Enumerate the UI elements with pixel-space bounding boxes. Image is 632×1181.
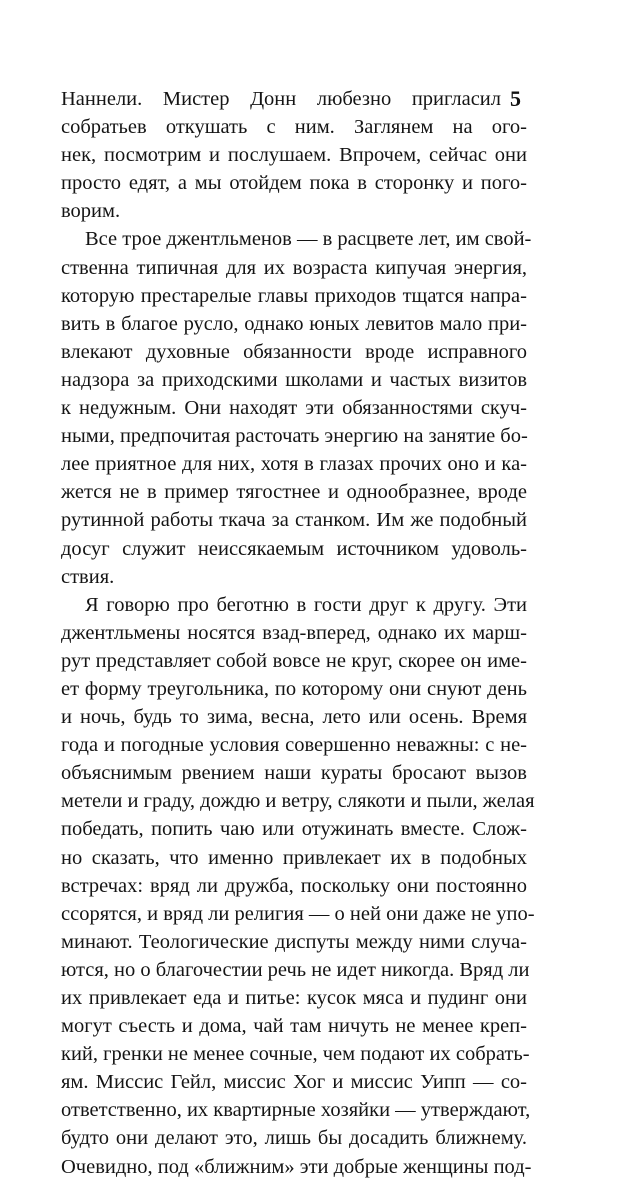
text-line: которую престарелые главы приходов тщатся напра- <box>61 284 527 307</box>
text-line: кий, гренки не менее сочные, чем подают их собрать- <box>61 1043 530 1066</box>
text-line: метели и граду, дождю и ветру, слякоти и пыли, желая <box>61 790 535 813</box>
text-line: жется не в пример тягостнее и однообразнее, вроде <box>61 481 527 504</box>
text-line: ответственно, их квартирные хозяйки — утверждают, <box>61 1099 531 1122</box>
text-line: просто едят, а мы отойдем пока в сторонку и пого- <box>61 172 527 195</box>
text-line: будто они делают это, лишь бы досадить ближнему. <box>61 1127 527 1150</box>
text-line: рут представляет собой вовсе не круг, скорее он име- <box>61 649 527 672</box>
text-line: к недужным. Они находят эти обязанностями скуч- <box>61 397 527 420</box>
text-line: ворим. <box>61 200 121 223</box>
text-line: ственна типичная для их возраста кипучая энергия, <box>61 256 527 279</box>
text-line: минают. Теологические диспуты между ними случа- <box>61 930 527 953</box>
text-line: Очевидно, под «ближним» эти добрые женщины под- <box>61 1155 532 1178</box>
body-text <box>61 85 535 1181</box>
text-line: лее приятное для них, хотя в глазах прочих оно и ка- <box>61 453 527 476</box>
text-line: года и погодные условия совершенно неважны: с не- <box>61 734 527 757</box>
text-line: досуг служит неиссякаемым источником удоволь- <box>61 537 527 560</box>
text-line: Все трое джентльменов — в расцвете лет, им свой- <box>85 228 532 251</box>
text-line: но сказать, что именно привлекает их в подобных <box>61 846 527 869</box>
text-line: ям. Миссис Гейл, миссис Хог и миссис Уипп — со- <box>61 1071 527 1094</box>
text-line: Я говорю про беготню в гости друг к другу. Эти <box>85 593 527 616</box>
text-line: вить в благое русло, однако юных левитов мало при- <box>61 312 527 335</box>
text-line: Наннели. Мистер Донн любезно пригласил <box>61 88 501 110</box>
text-line: джентльмены носятся взад-вперед, однако их марш- <box>61 621 527 644</box>
text-line: собратьев откушать с ним. Заглянем на ого- <box>61 116 527 139</box>
text-line: ет форму треугольника, по которому они снуют день <box>61 677 527 700</box>
text-line: рутинной работы ткача за станком. Им же подобный <box>61 509 527 532</box>
text-line: могут съесть и дома, чай там ничуть не менее креп- <box>61 1015 527 1038</box>
text-line: нек, посмотрим и послушаем. Впрочем, сейчас они <box>61 144 527 167</box>
page-number: 5 <box>510 86 521 111</box>
text-line: ссорятся, и вряд ли религия — о ней они даже не упо- <box>61 902 535 925</box>
text-line: их привлекает еда и питье: кусок мяса и пудинг они <box>61 987 527 1009</box>
text-line: объяснимым рвением наши кураты бросают вызов <box>61 762 527 785</box>
text-line: победать, попить чаю или отужинать вместе. Слож- <box>61 818 527 841</box>
text-line: встречах: вряд ли дружба, поскольку они постоянно <box>61 874 527 897</box>
text-line: влекают духовные обязанности вроде исправного <box>61 340 527 363</box>
text-line: ными, предпочитая расточать энергию на занятие бо- <box>61 425 528 448</box>
text-line: надзора за приходскими школами и частых визитов <box>61 368 527 391</box>
text-line: и ночь, будь то зима, весна, лето или осень. Время <box>61 706 527 729</box>
text-line: ствия. <box>61 565 115 588</box>
text-line: ются, но о благочестии речь не идет никогда. Вряд ли <box>61 958 530 981</box>
